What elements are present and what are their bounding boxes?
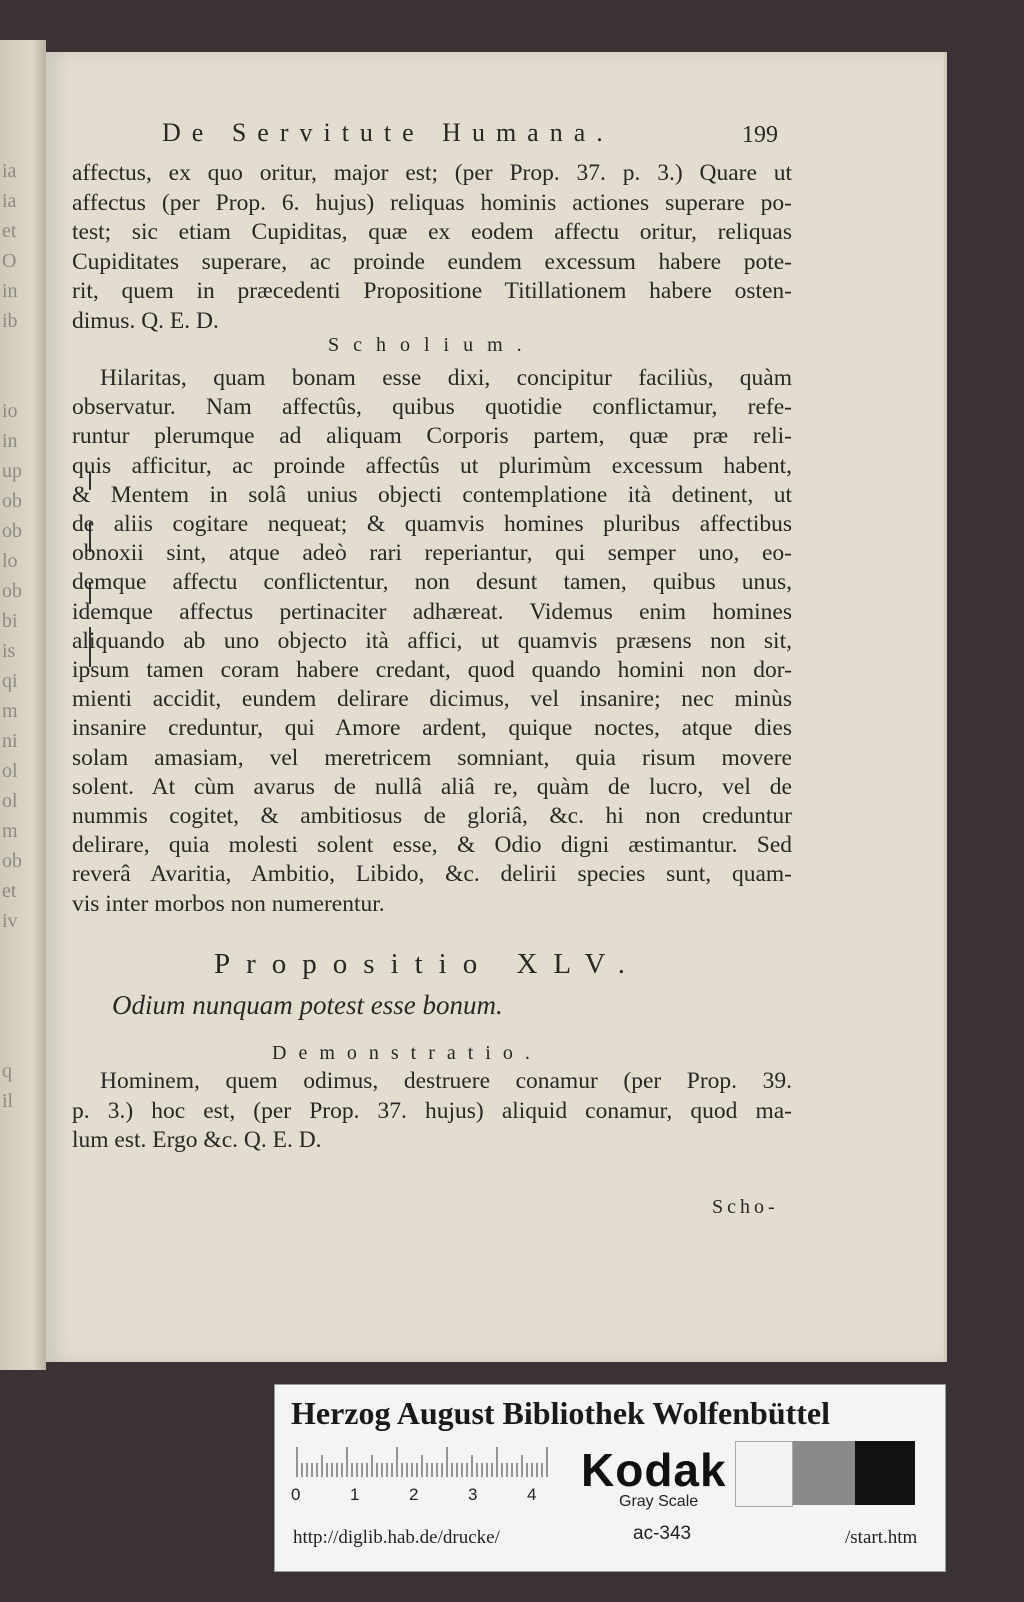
gray-scale-label: Gray Scale	[619, 1493, 699, 1510]
text-line: p. 3.) hoc est, (per Prop. 37. hujus) aliquid conamur, quod ma-	[72, 1097, 792, 1124]
previous-page-fragment: bi	[2, 610, 18, 632]
text-line: affectus, ex quo oritur, major est; (per Prop. 37. p. 3.) Quare ut	[72, 160, 792, 186]
text-line: quis afficitur, ac proinde affectûs ut plurimùm excessum habent,	[72, 452, 792, 479]
previous-page-fragment: et	[2, 220, 17, 242]
demonstratio-heading: Demonstratio.	[272, 1042, 542, 1064]
previous-page-fragment: ol	[2, 790, 18, 812]
text-line: mienti accidit, eundem delirare dicimus, vel insanire; nec minùs	[72, 686, 792, 713]
previous-page-fragment: ob	[2, 580, 22, 602]
previous-page-fragment: qi	[2, 670, 18, 692]
previous-page-fragment: et	[2, 880, 17, 902]
ruler-number: 2	[409, 1485, 419, 1504]
text-line: solam amasiam, vel meretricem somniant, quia risum movere	[72, 744, 792, 771]
proposition-heading: Propositio XLV.	[214, 948, 641, 980]
text-line: rit, quem in præcedenti Propositione Titillationem habere osten-	[72, 278, 792, 304]
text-line: aliquando ab uno objecto ità affici, ut quamvis præsens non sit,	[72, 627, 792, 654]
text-line: observatur. Nam affectûs, quibus quotidie conflictamur, refe-	[72, 394, 792, 421]
url-right: /start.htm	[845, 1527, 918, 1548]
previous-page-fragment: O	[2, 250, 17, 272]
text-line: delirare, quia molesti solent esse, & Odio digni æstimantur. Sed	[72, 832, 792, 859]
previous-page-fragment: iv	[2, 910, 18, 932]
library-scan-card	[274, 1384, 946, 1572]
text-line: nummis cogitet, & ambitiosus de gloriâ, &c. hi non creduntur	[72, 803, 792, 829]
document-id: ac-343	[633, 1523, 692, 1544]
catchword: Scho-	[712, 1196, 779, 1218]
text-line: lum est. Ergo &c. Q. E. D.	[72, 1127, 322, 1153]
text-line: vis inter morbos non numerentur.	[72, 890, 385, 917]
text-line: Hilaritas, quam bonam esse dixi, concipitur faciliùs, quàm	[100, 365, 792, 391]
page-number: 199	[742, 122, 778, 148]
url-left: http://diglib.hab.de/drucke/	[293, 1527, 500, 1548]
text-line: reverâ Avaritia, Ambitio, Libido, &c. delirii species sunt, quam-	[72, 861, 792, 888]
ruler-number: 4	[527, 1485, 537, 1504]
previous-page-fragment: ia	[2, 190, 17, 212]
previous-page-fragment: m	[2, 700, 18, 722]
previous-page-edge	[0, 40, 46, 1370]
previous-page-fragment: q	[2, 1060, 12, 1082]
text-line: de aliis cogitare nequeat; & quamvis homines pluribus affectibus	[72, 511, 792, 537]
swatch-white	[735, 1441, 793, 1507]
text-line: affectus (per Prop. 6. hujus) reliquas hominis actiones superare po-	[72, 189, 792, 216]
ruler-number: 0	[291, 1485, 301, 1504]
swatch-gray	[793, 1441, 855, 1505]
previous-page-fragment: m	[2, 820, 18, 842]
previous-page-fragment: ni	[2, 730, 18, 752]
text-line: insanire creduntur, qui Amore ardent, quique noctes, atque dies	[72, 715, 792, 742]
text-line: idemque affectus pertinaciter adhæreat. Videmus enim homines	[72, 598, 792, 625]
previous-page-fragment: il	[2, 1090, 14, 1112]
previous-page-fragment: in	[2, 430, 18, 452]
previous-page-fragment: io	[2, 400, 18, 422]
text-line: solent. At cùm avarus de nullâ aliâ re, quàm de lucro, vel de	[72, 773, 792, 800]
previous-page-fragment: in	[2, 280, 18, 302]
previous-page-fragment: ob	[2, 850, 22, 872]
text-line: Hominem, quem odimus, destruere conamur (per Prop. 39.	[100, 1068, 792, 1094]
previous-page-fragment: ib	[2, 310, 18, 332]
previous-page-fragment: lo	[2, 550, 18, 572]
ruler-scale	[295, 1445, 555, 1477]
swatch-black	[855, 1441, 915, 1505]
text-line: Cupiditates superare, ac proinde eundem excessum habere pote-	[72, 248, 792, 275]
text-line: ipsum tamen coram habere credant, quod quando homini non dor-	[72, 657, 792, 683]
previous-page-fragment: ol	[2, 760, 18, 782]
ruler-number: 1	[350, 1485, 360, 1504]
scholium-heading: Scholium.	[328, 334, 536, 356]
text-line: dimus. Q. E. D.	[72, 307, 219, 334]
text-line: & Mentem in solâ unius objecti contemplatione ità detinent, ut	[72, 481, 792, 508]
previous-page-fragment: ia	[2, 160, 17, 182]
proposition-statement: Odium nunquam potest esse bonum.	[112, 990, 503, 1020]
library-name: Herzog August Bibliothek Wolfenbüttel	[291, 1395, 831, 1431]
kodak-logo: Kodak	[581, 1444, 727, 1496]
ruler-number: 3	[468, 1485, 478, 1504]
previous-page-fragment: ob	[2, 520, 22, 542]
text-line: obnoxii sint, atque adeò rari reperiantur, qui semper uno, eo-	[72, 540, 792, 567]
text-line: runtur plerumque ad aliquam Corporis partem, quæ præ reli-	[72, 423, 792, 450]
previous-page-fragment: is	[2, 640, 16, 662]
text-line: demque affectu conflictentur, non desunt tamen, quibus unus,	[72, 569, 792, 596]
previous-page-fragment: up	[2, 460, 22, 482]
text-line: test; sic etiam Cupiditas, quæ ex eodem affectu oritur, reliquas	[72, 219, 792, 245]
previous-page-fragment: ob	[2, 490, 22, 512]
running-title: De Servitute Humana.	[162, 118, 614, 147]
